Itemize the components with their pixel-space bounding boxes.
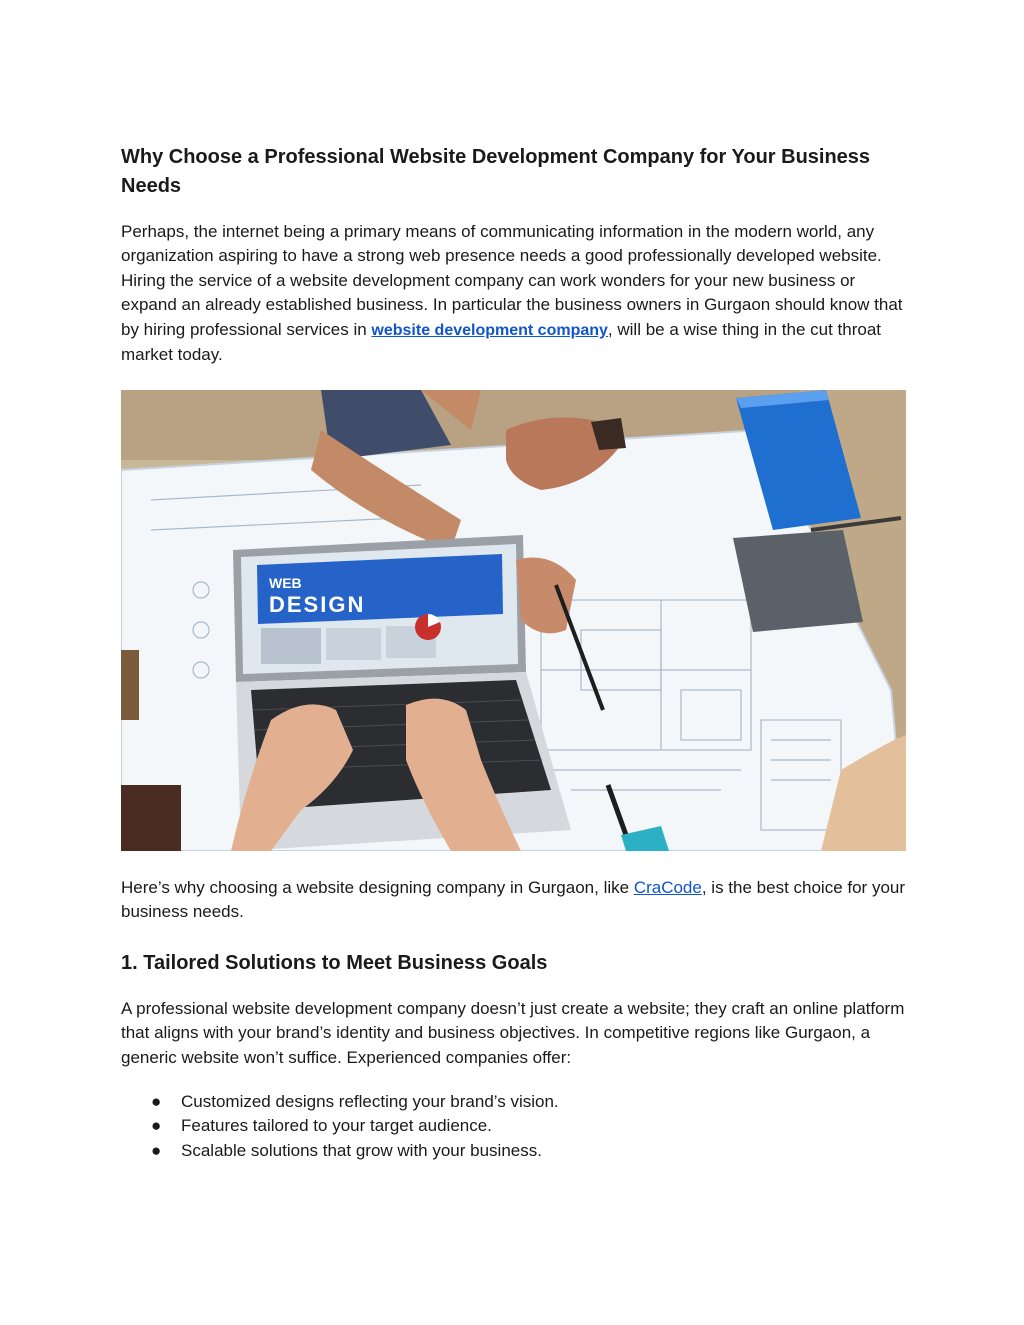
bullet-icon: ● [151, 1092, 162, 1111]
intro-after-text: , will be a wise thing in the cut throat market today. [121, 319, 882, 365]
intro-text: Perhaps, the internet being a primary means of communicating information in the modern world, any organization aspiring to have a strong web presence needs a good professionally developed website. Hiring the service of a website development company can work wonders for your new business or expand an already established business. In particular the business owners in Gurgaon should know that by hiring professional services in [121, 222, 903, 339]
website-development-company-link[interactable]: website development company [371, 321, 608, 339]
screen-text-design: DESIGN [269, 592, 366, 617]
why-text: Here’s why choosing a website designing company in Gurgaon, like [121, 878, 634, 897]
list-item: ● Features tailored to your target audience. [121, 1114, 905, 1138]
why-paragraph [121, 876, 905, 925]
screen-text-web: WEB [269, 575, 302, 591]
intro-paragraph [121, 220, 905, 367]
page-title: Why Choose a Professional Website Development Company for Your Business Needs [121, 146, 871, 197]
cracode-link[interactable]: CraCode [633, 878, 702, 897]
feature-list [121, 1090, 905, 1163]
section-heading: 1. Tailored Solutions to Meet Business Goals [121, 952, 548, 974]
list-item: ● Customized designs reflecting your brand’s vision. [121, 1090, 905, 1114]
photo-illustration [121, 390, 906, 851]
bullet-icon: ● [151, 1140, 162, 1160]
section-paragraph: A professional website development company doesn’t just create a website; they craft an online platform that aligns with your brand’s identity and business objectives. In competitive regions like Gurgaon, a generic website won’t suffice. Experienced companies offer: [121, 999, 905, 1067]
bullet-icon: ● [151, 1116, 162, 1136]
why-after-text: , is the best choice for your business needs. [121, 878, 906, 922]
web-design-photo [121, 390, 906, 851]
list-item: ● Scalable solutions that grow with your business. [121, 1139, 905, 1163]
